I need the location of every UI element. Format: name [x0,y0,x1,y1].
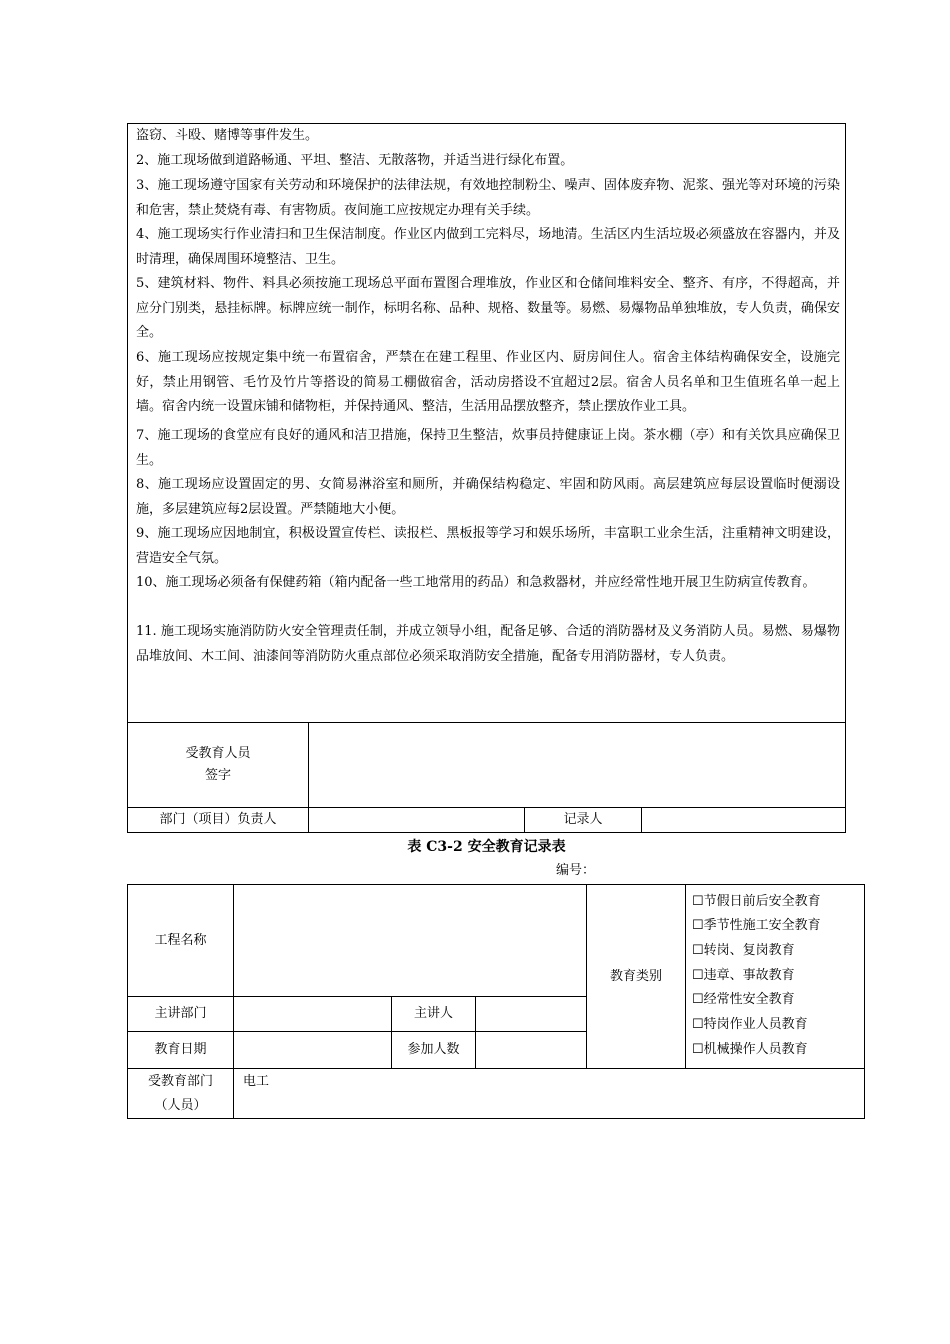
rule-paragraph-9: 10、施工现场必须备有保健药箱（箱内配备一些工地常用的药品）和急救器材，并应经常性地开展卫生防病宣传教育。 [136,575,816,590]
edu-dept-label-cell [127,1068,234,1119]
project-name-label: 工程名称 [154,932,207,948]
edu-date-field[interactable] [233,1031,392,1069]
edu-type-option-regular[interactable]: ☐经常性安全教育 [692,992,795,1007]
edu-type-option-seasonal[interactable]: ☐季节性施工安全教育 [692,918,821,933]
rule-paragraph-6: 7、施工现场的食堂应有良好的通风和洁卫措施，保持卫生整洁，炊事员持健康证上岗。茶水棚（亭）和有关饮具应确保卫生。 [136,428,840,468]
signature-field[interactable] [308,722,846,808]
recorder-label-cell [524,807,642,833]
lecturer-label-cell [391,996,476,1032]
lecturer-field[interactable] [475,996,587,1032]
participants-field[interactable] [475,1031,587,1069]
rule-paragraph-5: 6、施工现场应按规定集中统一布置宿舍，严禁在在建工程里、作业区内、厨房间住人。宿舍主体结构确保安全，设施完好，禁止用钢管、毛竹及竹片等搭设的简易工棚做宿舍，活动房搭设不宜超过2层。宿舍人员名单和卫生值班名单一起上墙。宿舍内统一设置床铺和储物柜，并保持通风、整洁，生活用品摆放整齐，禁止摆放作业工具。 [136,350,840,415]
dept-head-field[interactable] [308,807,525,833]
rule-paragraph-2: 3、施工现场遵守国家有关劳动和环境保护的法律法规，有效地控制粉尘、噪声、固体废弃物、泥浆、强光等对环境的污染和危害，禁止焚烧有毒、有害物质。夜间施工应按规定办理有关手续。 [136,178,840,218]
edu-dept-value: 电工 [243,1074,270,1089]
lecture-dept-label: 主讲部门 [154,1006,207,1021]
edu-dept-field[interactable] [233,1068,865,1119]
edu-type-option-special-post[interactable]: ☐特岗作业人员教育 [692,1017,808,1032]
project-name-label-cell [127,884,234,997]
participants-label-cell [391,1031,476,1069]
project-name-field[interactable] [233,884,587,997]
signature-label-line1: 受教育人员 [185,746,251,761]
edu-date-label: 教育日期 [154,1042,207,1057]
rule-paragraph-4: 5、建筑材料、物件、料具必须按施工现场总平面布置图合理堆放，作业区和仓储间堆料安全、整齐、有序，不得超高，并应分门别类，悬挂标牌。标牌应统一制作，标明名称、品种、规格、数量等。易燃、易爆物品单独堆放，专人负责，确保安全。 [136,276,840,341]
rule-paragraph-7: 8、施工现场应设置固定的男、女简易淋浴室和厕所，并确保结构稳定、牢固和防风雨。高层建筑应每层设置临时便溺设施，多层建筑应每2层设置。严禁随地大小便。 [136,477,840,517]
edu-type-option-machinery[interactable]: ☐机械操作人员教育 [692,1042,808,1057]
edu-dept-label-line1: 受教育部门 [147,1073,213,1089]
edu-type-label-cell [586,884,686,1069]
form-title-text: 表 C3-2 安全教育记录表 [407,839,566,855]
dept-head-label-cell [127,807,309,833]
rule-paragraph-0: 盗窃、斗殴、赌博等事件发生。 [136,128,319,143]
edu-type-option-violation[interactable]: ☐违章、事故教育 [692,968,795,983]
signature-label-line2: 签字 [204,768,231,783]
rule-paragraph-3: 4、施工现场实行作业清扫和卫生保洁制度。作业区内做到工完料尽，场地清。生活区内生活垃圾必须盛放在容器内，并及时清理，确保周围环境整洁、卫生。 [136,227,840,267]
rule-paragraph-1: 2、施工现场做到道路畅通、平坦、整洁、无散落物，并适当进行绿化布置。 [136,153,574,168]
rule-paragraph-10: 11. 施工现场实施消防防火安全管理责任制，并成立领导小组，配备足够、合适的消防器材及义务消防人员。易燃、易爆物品堆放间、木工间、油漆间等消防防火重点部位必须采取消防安全措施，配备专用消防器材，专人负责。 [136,624,840,664]
dept-head-label: 部门（项目）负责人 [159,812,277,827]
lecturer-label: 主讲人 [413,1006,453,1021]
edu-type-label: 教育类别 [609,968,662,984]
lecture-dept-field[interactable] [233,996,392,1032]
rule-paragraph-8: 9、施工现场应因地制宜，积极设置宣传栏、读报栏、黑板报等学习和娱乐场所，丰富职工业余生活，注重精神文明建设，营造安全气氛。 [136,526,840,566]
recorder-field[interactable] [641,807,846,833]
edu-date-label-cell [127,1031,234,1069]
edu-dept-label-line2: （人员） [154,1097,207,1113]
recorder-label: 记录人 [563,812,603,827]
form-title [127,835,846,857]
number-label: 编号： [556,863,596,878]
signature-label-cell [127,722,309,808]
edu-type-option-transfer[interactable]: ☐转岗、复岗教育 [692,943,795,958]
lecture-dept-label-cell [127,996,234,1032]
edu-type-option-holiday[interactable]: ☐节假日前后安全教育 [692,894,821,909]
participants-label: 参加人数 [407,1042,460,1057]
